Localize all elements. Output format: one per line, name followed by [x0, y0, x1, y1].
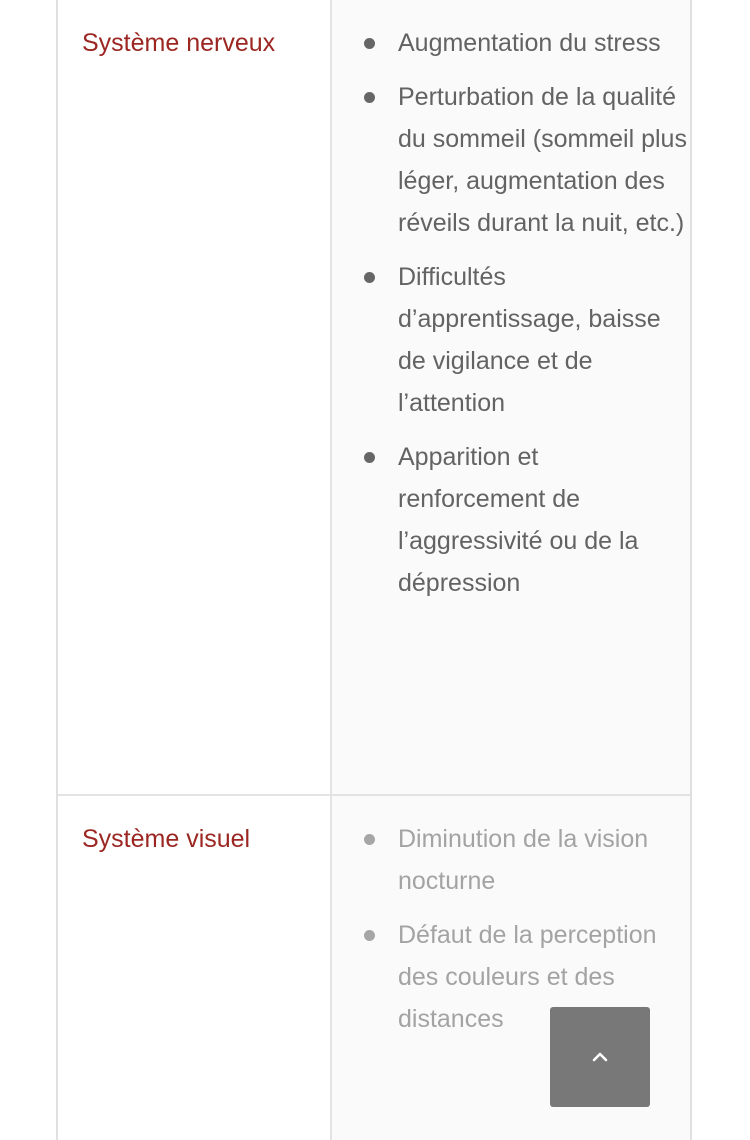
- effects-table: [56, 0, 692, 1140]
- list-item-text: Augmentation du stress: [398, 29, 661, 57]
- effects-list: [362, 22, 690, 604]
- table-row: [58, 0, 690, 796]
- list-item: [362, 818, 688, 902]
- list-item: [362, 76, 688, 244]
- list-item-text: Défaut de la perception des couleurs et des distances: [398, 921, 657, 1033]
- row-label: Système visuel: [82, 825, 251, 853]
- row-label-cell: [58, 0, 332, 794]
- bullet-icon: [364, 272, 375, 283]
- bullet-icon: [364, 834, 375, 845]
- row-label: Système nerveux: [82, 29, 276, 57]
- list-item-text: Apparition et renforcement de l’aggressivité ou de la dépression: [398, 443, 639, 597]
- list-item-text: Difficultés d’apprentissage, baisse de vigilance et de l’attention: [398, 263, 661, 417]
- scroll-to-top-button[interactable]: [550, 1007, 650, 1107]
- bullet-icon: [364, 92, 375, 103]
- list-item-text: Diminution de la vision nocturne: [398, 825, 649, 895]
- row-content-cell: [332, 0, 690, 794]
- list-item: [362, 436, 688, 604]
- list-item: [362, 256, 688, 424]
- list-item: [362, 22, 688, 64]
- bullet-icon: [364, 930, 375, 941]
- chevron-up-icon: [591, 1051, 609, 1063]
- bullet-icon: [364, 38, 375, 49]
- list-item-text: Perturbation de la qualité du sommeil (sommeil plus léger, augmentation des réveils durant la nuit, etc.): [398, 83, 687, 237]
- row-label-cell: [58, 796, 332, 1140]
- bullet-icon: [364, 452, 375, 463]
